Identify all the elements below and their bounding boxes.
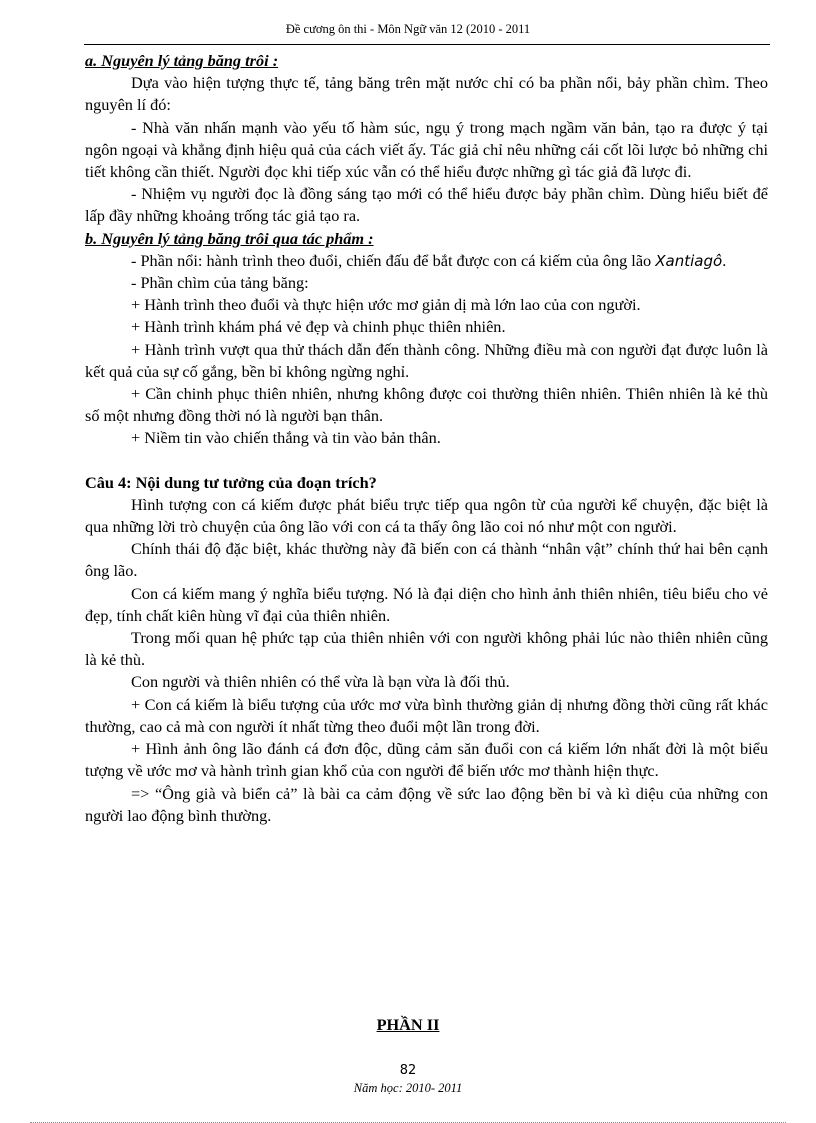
page-number: 82	[399, 1063, 417, 1078]
character-name: Xantiagô	[655, 251, 723, 270]
paragraph: Hình tượng con cá kiếm được phát biểu trực tiếp qua ngôn từ của người kể chuyện, đặc biệt là qua những lời trò chuyện của ông lão với con cá ta thấy ông lão coi nó như một con người.	[85, 494, 768, 537]
paragraph: Dựa vào hiện tượng thực tế, tảng băng trên mặt nước chỉ có ba phần nổi, bảy phần chìm. Theo nguyên lí đó:	[85, 73, 768, 115]
paragraph: - Phần nổi: hành trình theo đuổi, chiến đấu để bắt được con cá kiếm của ông lão Xantiagô.	[131, 250, 727, 270]
paragraph: => “Ông già và biển cả” là bài ca cảm động về sức lao động bền bỉ và kì diệu của những con người lao động bình thường.	[85, 783, 768, 825]
paragraph: + Hành trình khám phá vẻ đẹp và chinh phục thiên nhiên.	[131, 317, 506, 337]
section-b-heading: b. Nguyên lý tảng băng trôi qua tác phẩm :	[85, 228, 374, 248]
header-rule	[84, 44, 770, 45]
paragraph: + Hành trình vượt qua thử thách dẫn đến thành công. Những điều mà con người đạt được luôn là kết quả của sự cố gắng, bền bỉ không ngừng nghỉ.	[85, 339, 768, 381]
paragraph: + Cần chinh phục thiên nhiên, nhưng không được coi thường thiên nhiên. Thiên nhiên là kẻ thù số một nhưng đồng thời nó là người bạn thân.	[85, 384, 768, 426]
paragraph: Con cá kiếm mang ý nghĩa biểu tượng. Nó là đại diện cho hình ảnh thiên nhiên, tiêu biểu cho vẻ đẹp, tính chất kiên hùng vĩ đại của thiên nhiên.	[85, 583, 768, 625]
paragraph: - Nhà văn nhấn mạnh vào yếu tố hàm súc, ngụ ý trong mạch ngầm văn bản, tạo ra được ý tại ngôn ngoại và khẳng định hiệu quả của cách viết ấy. Tác giả chỉ nêu những cái cốt lõi lược bỏ những chi tiết không cần thiết. Người đọc khi tiếp xúc vẫn có thể hiểu được những gì tác giả đã lược đi.	[85, 117, 768, 182]
page-footer: Năm học: 2010- 2011	[353, 1081, 463, 1095]
paragraph: - Nhiệm vụ người đọc là đồng sáng tạo mới có thể hiểu được bảy phần chìm. Dùng hiểu biết để lấp đầy những khoảng trống tác giả tạo ra.	[85, 184, 768, 226]
paragraph-lead: - Phần nổi: hành trình theo đuổi, chiến đấu để bắt được con cá kiếm của ông lão	[131, 250, 652, 270]
paragraph: - Phần chìm của tảng băng:	[131, 273, 309, 293]
paragraph: + Con cá kiếm là biểu tượng của ước mơ vừa bình thường giản dị nhưng đồng thời cũng rất khác thường, cao cả mà con người ít nhất từng theo đuổi một lần trong đời.	[85, 694, 768, 736]
paragraph: Con người và thiên nhiên có thể vừa là bạn vừa là đối thủ.	[131, 672, 510, 692]
paragraph: Trong mối quan hệ phức tạp của thiên nhiên với con người không phải lúc nào thiên nhiên cũng là kẻ thù.	[85, 628, 768, 670]
paragraph: Chính thái độ đặc biệt, khác thường này đã biến con cá thành “nhân vật” chính thứ hai bên cạnh ông lão.	[85, 539, 768, 581]
page-header: Đề cương ôn thi - Môn Ngữ văn 12 (2010 - 2011	[285, 22, 531, 36]
part-title: PHẦN II	[376, 1015, 440, 1034]
paragraph: + Niềm tin vào chiến thắng và tin vào bản thân.	[131, 428, 441, 448]
paragraph: + Hành trình theo đuổi và thực hiện ước mơ giản dị mà lớn lao của con người.	[131, 295, 641, 315]
section-a-heading: a. Nguyên lý tảng băng trôi :	[85, 51, 279, 70]
spacer	[85, 450, 768, 472]
question-4-heading: Câu 4: Nội dung tư tưởng của đoạn trích?	[85, 472, 377, 492]
paragraph: + Hình ảnh ông lão đánh cá đơn độc, dũng cảm săn đuổi con cá kiếm lớn nhất đời là một biểu tượng về ước mơ và hành trình gian khổ của con người để biến ước mơ thành hiện thực.	[85, 739, 768, 781]
document-body	[85, 50, 768, 827]
